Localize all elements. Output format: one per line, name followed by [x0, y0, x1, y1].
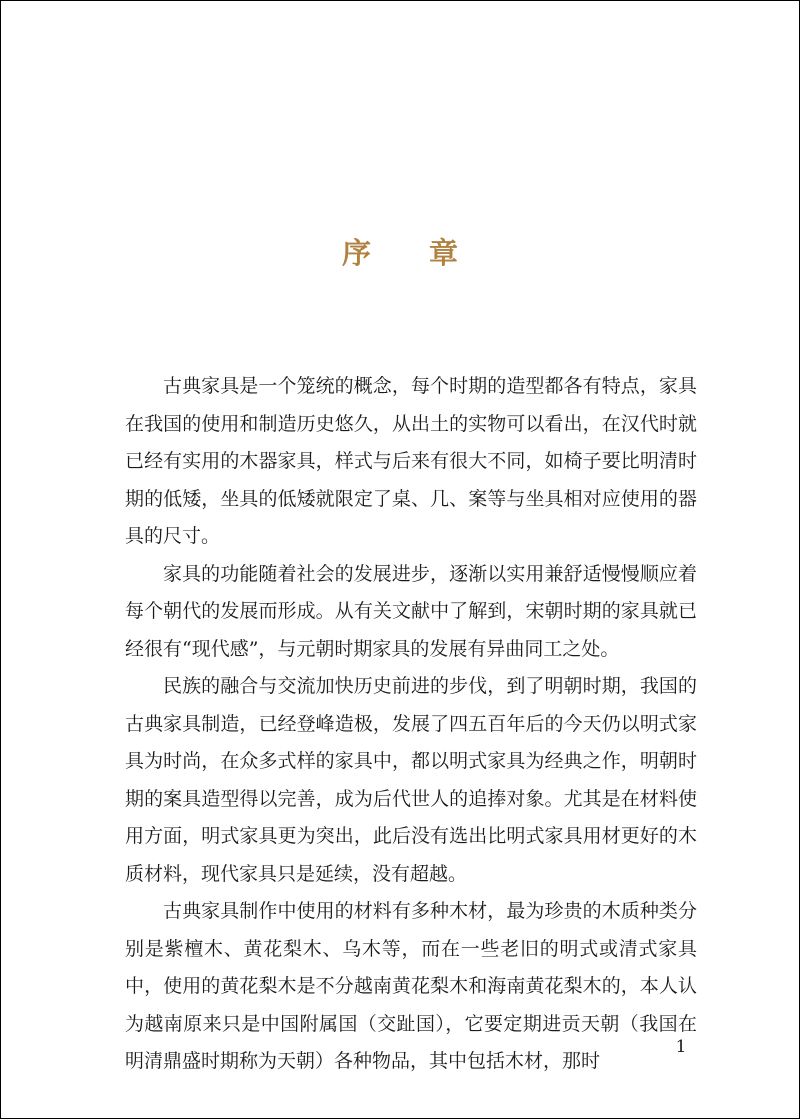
chapter-title-part-2: 章 [429, 236, 459, 270]
body-text [125, 368, 697, 1081]
chapter-title [1, 228, 799, 278]
chapter-title-part-1: 序 [341, 236, 371, 270]
paragraph-2: 家具的功能随着社会的发展进步，逐渐以实用兼舒适慢慢顺应着每个朝代的发展而形成。从有关文献中了解到，宋朝时期的家具就已经很有“现代感”，与元朝时期家具的发展有异曲同工之处。 [125, 562, 697, 660]
paragraph-3: 民族的融合与交流加快历史前进的步伐，到了明朝时期，我国的古典家具制造，已经登峰造极，发展了四五百年后的今天仍以明式家具为时尚，在众多式样的家具中，都以明式家具为经典之作，明朝时期的案具造型得以完善，成为后代世人的追捧对象。尤其是在材料使用方面，明式家具更为突出，此后没有选出比明式家具用材更好的木质材料，现代家具只是延续，没有超越。 [125, 675, 697, 885]
paragraph-1: 古典家具是一个笼统的概念，每个时期的造型都各有特点，家具在我国的使用和制造历史悠久，从出土的实物可以看出，在汉代时就已经有实用的木器家具，样式与后来有很大不同，如椅子要比明清时期的低矮，坐具的低矮就限定了桌、几、案等与坐具相对应使用的器具的尺寸。 [125, 375, 697, 547]
page-number: 1 [675, 1037, 687, 1057]
paragraph-4: 古典家具制作中使用的材料有多种木材，最为珍贵的木质种类分别是紫檀木、黄花梨木、乌木等，而在一些老旧的明式或清式家具中，使用的黄花梨木是不分越南黄花梨木和海南黄花梨木的，本人认为越南原来只是中国附属国（交趾国），它要定期进贡天朝（我国在明清鼎盛时期称为天朝）各种物品，其中包括木材，那时 [125, 900, 697, 1072]
